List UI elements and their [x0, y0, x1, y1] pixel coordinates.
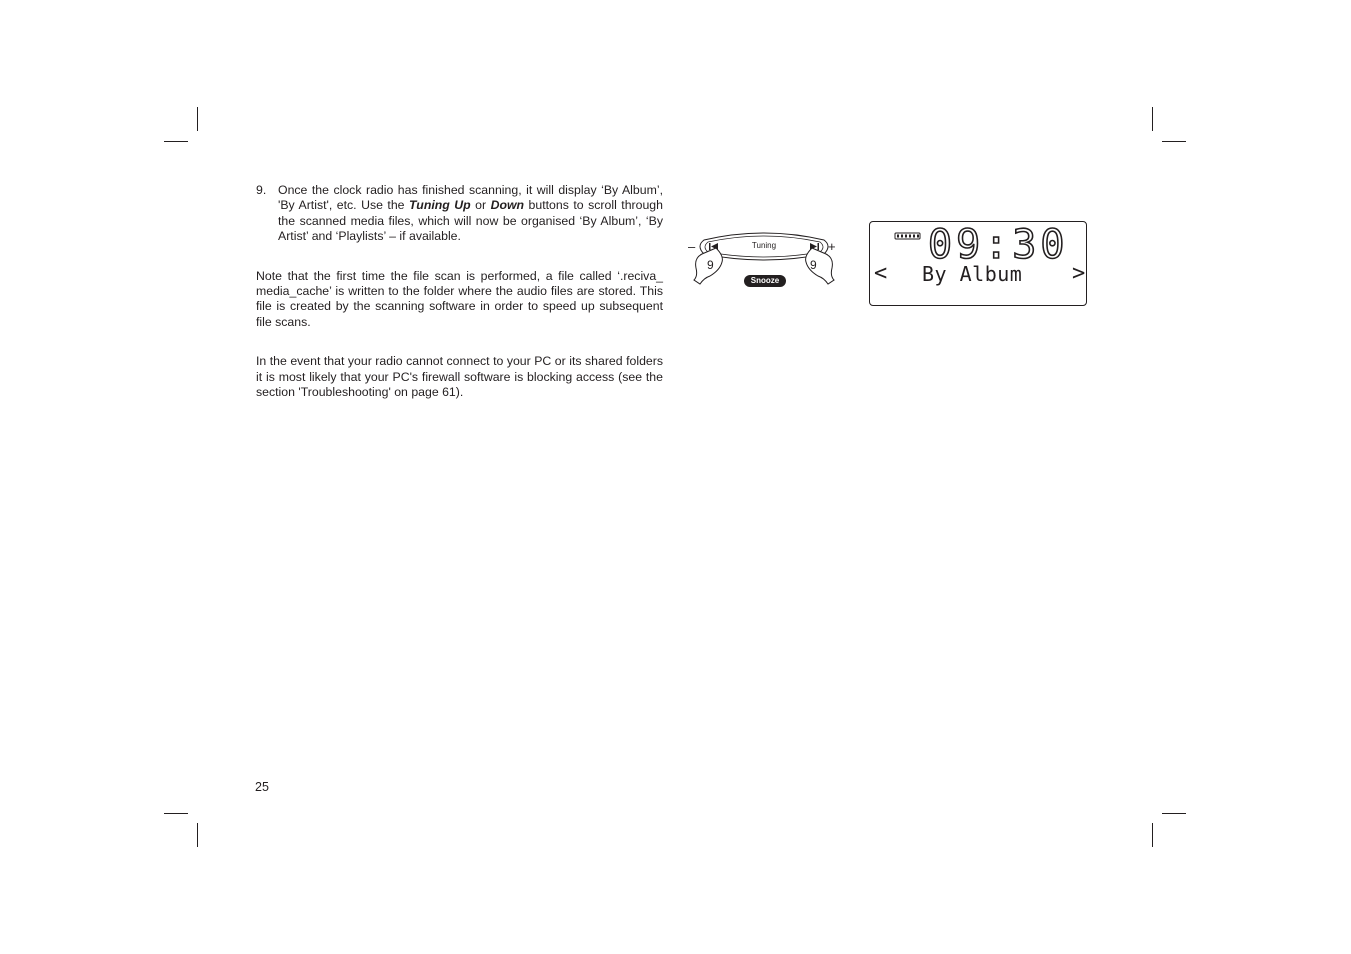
svg-text:9: 9 — [707, 258, 714, 272]
step-text: Once the clock radio has finished scanning, it will display ‘By Album’, 'By Artist', etc. Use the Tuning Up or Down buttons to scroll through the scanned media files, which will now be organised ‘By Album’, ‘By Artist’ and ‘Playlists’ – if available. — [278, 183, 663, 244]
crop-mark — [1152, 107, 1153, 131]
left-hand-icon — [694, 248, 722, 284]
page-number: 25 — [255, 780, 269, 794]
plus-sign: + — [828, 239, 836, 254]
lcd-display — [869, 221, 1087, 306]
crop-mark — [1162, 141, 1186, 142]
tuning-label: Tuning — [751, 241, 777, 250]
step-9 — [256, 183, 663, 245]
down-term: Down — [490, 198, 525, 213]
lcd-right-arrow: > — [1072, 261, 1086, 286]
lcd-menu-label: By Album — [922, 262, 1023, 286]
crop-mark — [164, 813, 188, 814]
lcd-time: 09:30 — [928, 222, 1069, 268]
svg-text:9: 9 — [810, 258, 817, 272]
snooze-label: Snooze — [744, 275, 786, 287]
crop-mark — [164, 141, 188, 142]
step-number: 9. — [256, 183, 267, 197]
minus-sign: – — [688, 239, 696, 254]
crop-mark — [1162, 813, 1186, 814]
lcd-left-arrow: < — [874, 261, 888, 286]
instructions-column — [256, 183, 663, 400]
tuning-buttons-illustration — [686, 226, 842, 292]
crop-mark — [197, 823, 198, 847]
crop-mark — [1152, 823, 1153, 847]
firewall-paragraph: In the event that your radio cannot connect to your PC or its shared folders it is most likely that your PC's firewall software is blocking access (see the section 'Troubleshooting' on page 61). — [256, 354, 663, 400]
crop-mark — [197, 107, 198, 131]
note-paragraph: Note that the first time the file scan is performed, a file called ‘.reciva_ media_cache’ is written to the folder where the audio files are stored. This file is created by the scanning software in order to speed up subsequent file scans. — [256, 268, 663, 329]
tuning-up-term: Tuning Up — [409, 198, 471, 213]
